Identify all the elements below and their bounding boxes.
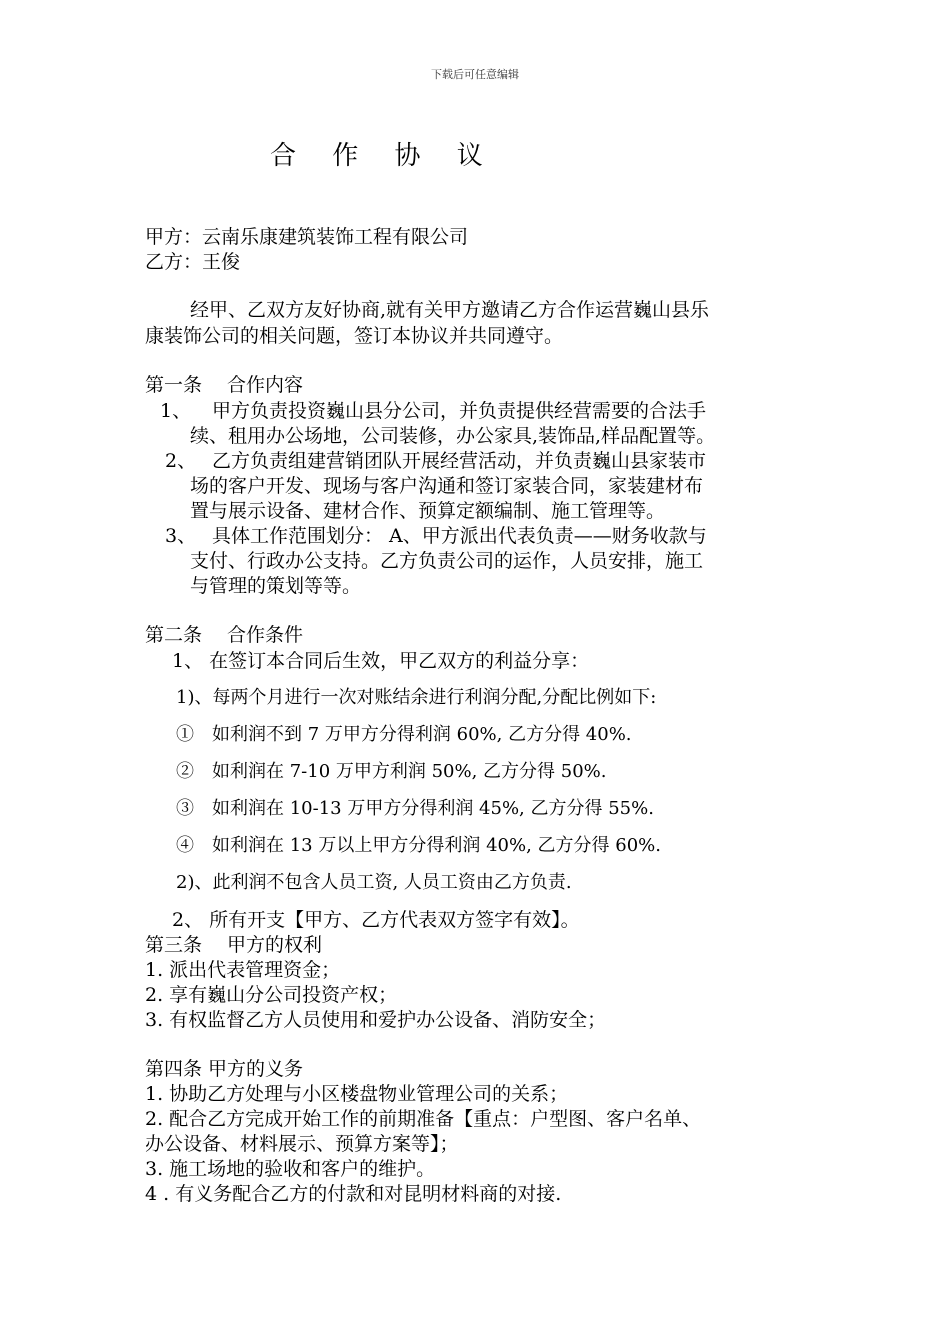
- article-2-sub-2: 2)、此利润不包含人员工资, 人员工资由乙方负责.: [176, 872, 572, 893]
- ratio-3: ③ 如利润在 10-13 万甲方分得利润 45%, 乙方分得 55%.: [176, 798, 654, 819]
- article-4-heading: 第四条 甲方的义务: [145, 1058, 304, 1080]
- article-4-item-4: 4 . 有义务配合乙方的付款和对昆明材料商的对接.: [145, 1183, 562, 1205]
- article-3-item-2: 2. 享有巍山分公司投资产权；: [145, 984, 398, 1006]
- article-1-item-3-text: 具体工作范围划分： A、甲方派出代表负责——财务收款与 支付、行政办公支持。乙方负责公司的运作，人员安排，施工 与管理的策划等等。: [190, 525, 707, 597]
- intro-line-2: 康装饰公司的相关问题，签订本协议并共同遵守。: [145, 325, 564, 347]
- article-1-item-3-number: 3、: [165, 525, 197, 547]
- document-title: 合 作 协 议: [270, 141, 497, 171]
- article-3-item-1: 1. 派出代表管理资金；: [145, 959, 341, 981]
- ratio-1: ① 如利润不到 7 万甲方分得利润 60%, 乙方分得 40%.: [176, 724, 632, 745]
- intro-line-1: 经甲、乙双方友好协商,就有关甲方邀请乙方合作运营巍山县乐: [190, 299, 710, 321]
- article-3-item-3: 3. 有权监督乙方人员使用和爱护办公设备、消防安全；: [145, 1009, 607, 1031]
- article-1-item-2-number: 2、: [165, 450, 197, 472]
- article-4-item-1: 1. 协助乙方处理与小区楼盘物业管理公司的关系；: [145, 1083, 569, 1105]
- header-note: 下载后可任意编辑: [431, 68, 519, 81]
- ratio-2: ② 如利润在 7-10 万甲方利润 50%, 乙方分得 50%.: [176, 761, 607, 782]
- article-3-heading: 第三条 甲方的权利: [145, 934, 323, 956]
- party-a: 甲方：云南乐康建筑装饰工程有限公司: [145, 226, 469, 248]
- article-1-heading: 第一条 合作内容: [145, 374, 304, 396]
- article-2-heading: 第二条 合作条件: [145, 624, 304, 646]
- article-2-item-1: 1、 在签订本合同后生效，甲乙双方的利益分享：: [172, 650, 590, 672]
- party-b: 乙方：王俊: [145, 251, 241, 273]
- article-2-sub-1: 1)、每两个月进行一次对账结余进行利润分配,分配比例如下:: [176, 687, 657, 708]
- ratio-4: ④ 如利润在 13 万以上甲方分得利润 40%, 乙方分得 60%.: [176, 835, 661, 856]
- article-1-item-1-number: 1、: [160, 400, 192, 422]
- article-2-item-2: 2、 所有开支【甲方、乙方代表双方签字有效】。: [172, 909, 580, 931]
- article-4-item-2-cont: 办公设备、材料展示、预算方案等】；: [145, 1133, 459, 1155]
- article-1-item-2-text: 乙方负责组建营销团队开展经营活动，并负责巍山县家装市 场的客户开发、现场与客户沟通和签订家装合同，家装建材布 置与展示设备、建材合作、预算定额编制、施工管理等。: [190, 450, 707, 522]
- article-4-item-2: 2. 配合乙方完成开始工作的前期准备【重点：户型图、客户名单、: [145, 1108, 702, 1130]
- article-4-item-3: 3. 施工场地的验收和客户的维护。: [145, 1158, 436, 1180]
- article-1-item-1-text: 甲方负责投资巍山县分公司，并负责提供经营需要的合法手 续、租用办公场地，公司装修，办公家具,装饰品,样品配置等。: [190, 400, 716, 447]
